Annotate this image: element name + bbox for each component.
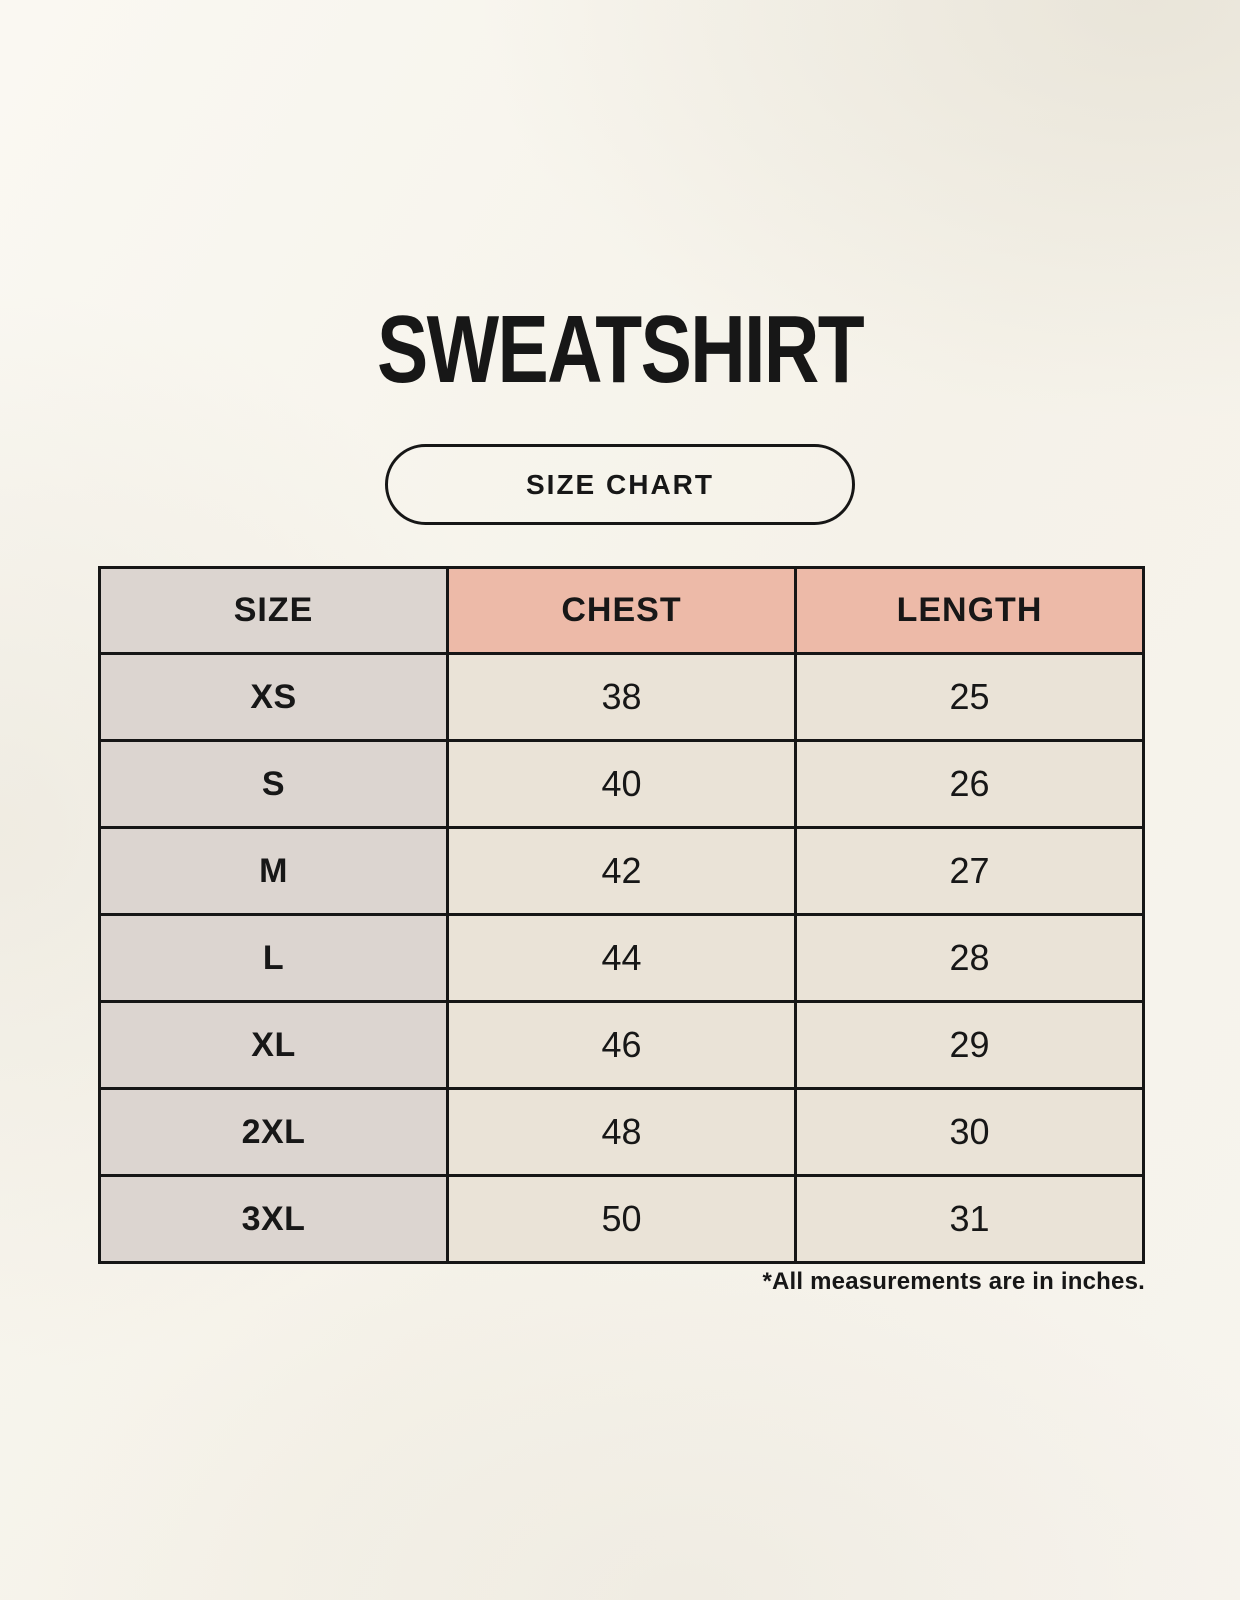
column-header-length: LENGTH bbox=[796, 568, 1144, 654]
size-cell: 3XL bbox=[100, 1176, 448, 1263]
column-header-chest: CHEST bbox=[448, 568, 796, 654]
table-row bbox=[100, 1176, 1144, 1263]
measurements-footnote: *All measurements are in inches. bbox=[762, 1268, 1145, 1295]
size-cell: M bbox=[100, 828, 448, 915]
size-cell: 2XL bbox=[100, 1089, 448, 1176]
chest-cell: 46 bbox=[448, 1002, 796, 1089]
table-row bbox=[100, 741, 1144, 828]
size-table-body bbox=[100, 654, 1144, 1263]
size-table-header bbox=[100, 568, 1144, 654]
table-row bbox=[100, 828, 1144, 915]
chest-cell: 44 bbox=[448, 915, 796, 1002]
length-cell: 26 bbox=[796, 741, 1144, 828]
table-row bbox=[100, 1089, 1144, 1176]
chest-cell: 40 bbox=[448, 741, 796, 828]
chest-cell: 38 bbox=[448, 654, 796, 741]
header-row bbox=[100, 568, 1144, 654]
length-cell: 31 bbox=[796, 1176, 1144, 1263]
length-cell: 29 bbox=[796, 1002, 1144, 1089]
column-header-size: SIZE bbox=[100, 568, 448, 654]
size-cell: XS bbox=[100, 654, 448, 741]
size-cell: XL bbox=[100, 1002, 448, 1089]
length-cell: 27 bbox=[796, 828, 1144, 915]
chest-cell: 48 bbox=[448, 1089, 796, 1176]
size-cell: S bbox=[100, 741, 448, 828]
chest-cell: 50 bbox=[448, 1176, 796, 1263]
size-chart-badge-label: SIZE CHART bbox=[526, 468, 714, 500]
table-row bbox=[100, 654, 1144, 741]
length-cell: 25 bbox=[796, 654, 1144, 741]
table-row bbox=[100, 915, 1144, 1002]
size-chart-badge[interactable] bbox=[385, 444, 855, 525]
length-cell: 28 bbox=[796, 915, 1144, 1002]
table-row bbox=[100, 1002, 1144, 1089]
size-table bbox=[98, 566, 1145, 1264]
length-cell: 30 bbox=[796, 1089, 1144, 1176]
page-title: SWEATSHIRT bbox=[376, 296, 863, 403]
size-cell: L bbox=[100, 915, 448, 1002]
chest-cell: 42 bbox=[448, 828, 796, 915]
